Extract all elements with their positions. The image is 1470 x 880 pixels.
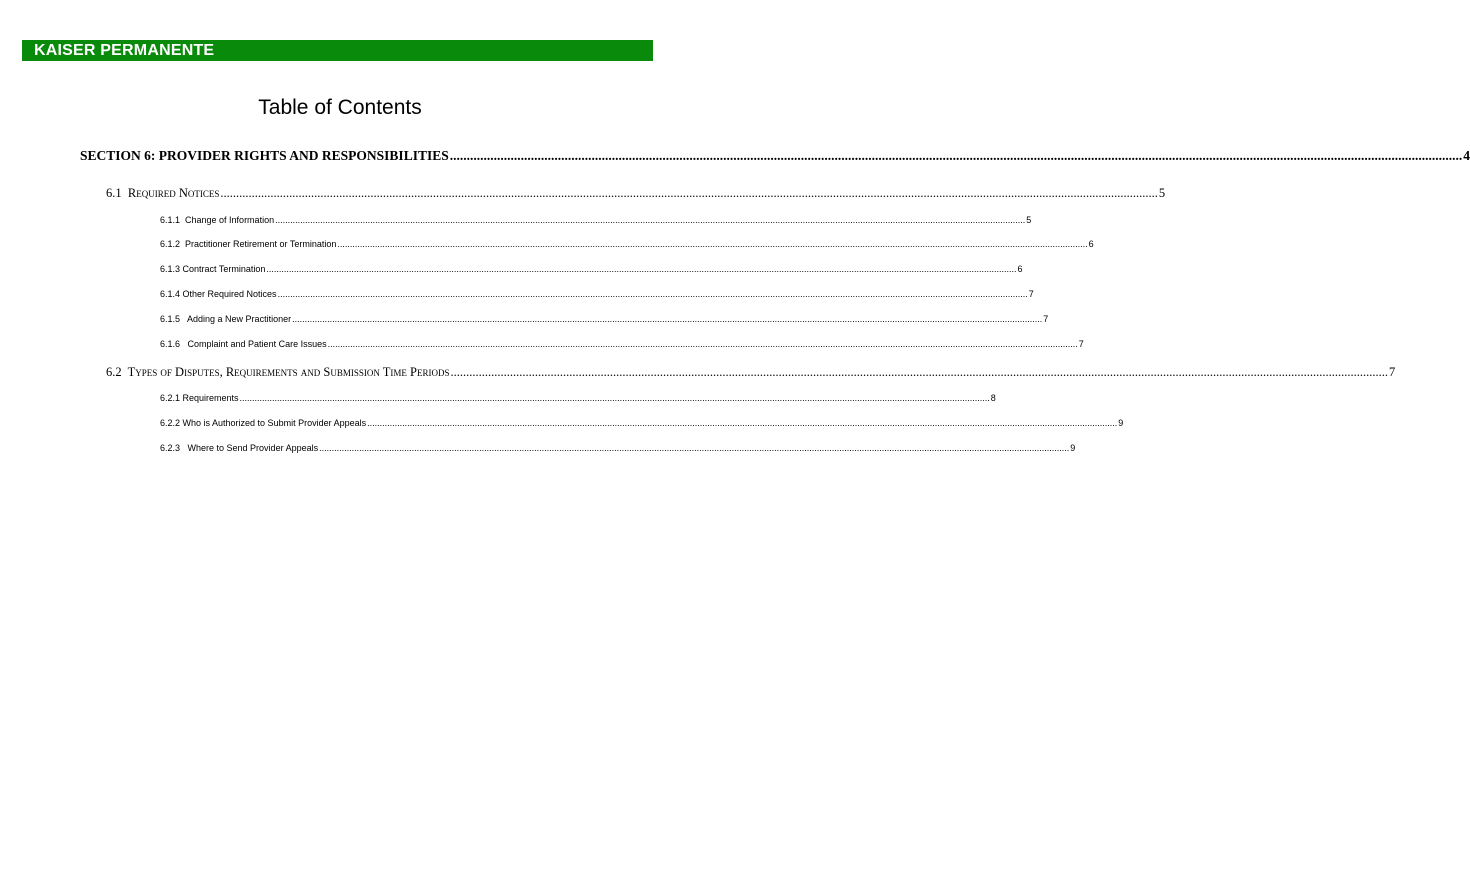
dot-leader: ............................................................................................................................................................................................................................................................................................................ — [327, 339, 1078, 349]
brand-name: KAISER PERMANENTE — [34, 42, 215, 59]
toc-entry-label: 6.1.3 Contract Termination — [160, 264, 266, 274]
toc-entry-label: 6.1.5 Adding a New Practitioner — [160, 314, 292, 324]
toc-entry-page: 9 — [1070, 443, 1076, 453]
toc-entry-6-2[interactable] — [106, 365, 1396, 380]
toc-entry-label: 6.1 Required Notices — [106, 186, 220, 200]
toc-entry-label: 6.2.1 Requirements — [160, 393, 239, 403]
toc-entry-label: 6.1.1 Change of Information — [160, 215, 275, 225]
dot-leader: ............................................................................................................................................................................................................................................................................................................ — [337, 239, 1088, 249]
toc-entry-page: 4 — [1463, 148, 1470, 163]
toc-entry-label: 6.2.3 Where to Send Provider Appeals — [160, 443, 319, 453]
toc-entry-page: 6 — [1017, 264, 1023, 274]
toc-entry-page: 7 — [1078, 339, 1084, 349]
toc-entry-6-1-2[interactable] — [160, 239, 1094, 249]
toc-entry-page: 6 — [1088, 239, 1094, 249]
toc-entry-label: 6.2 Types of Disputes, Requirements and Submission Time Periods — [106, 365, 450, 379]
dot-leader: ............................................................................................................................................................................................................................................................................................................ — [266, 264, 1017, 274]
toc-entry-6-2-3[interactable] — [160, 443, 1076, 453]
toc-entry-section-6[interactable] — [80, 148, 1470, 164]
dot-leader: ............................................................................................................................................................................................................................................................................................................ — [449, 148, 1463, 163]
toc-entry-page: 5 — [1158, 186, 1166, 200]
toc-entry-page: 9 — [1118, 418, 1124, 428]
toc-entry-page: 7 — [1028, 289, 1034, 299]
header-banner — [22, 40, 653, 61]
dot-leader: ............................................................................................................................................................................................................................................................................................................ — [367, 418, 1118, 428]
dot-leader: ............................................................................................................................................................................................................................................................................................................ — [220, 186, 1158, 200]
dot-leader: ............................................................................................................................................................................................................................................................................................................ — [450, 365, 1388, 379]
toc-entry-page: 8 — [990, 393, 996, 403]
toc-entry-page: 7 — [1389, 365, 1396, 379]
page-title: Table of Contents — [258, 96, 422, 119]
toc-entry-6-1-4[interactable] — [160, 289, 1034, 299]
toc-entry-6-1-1[interactable] — [160, 215, 1032, 225]
dot-leader: ............................................................................................................................................................................................................................................................................................................ — [292, 314, 1043, 324]
dot-leader: ............................................................................................................................................................................................................................................................................................................ — [319, 443, 1070, 453]
toc-entry-label: 6.1.2 Practitioner Retirement or Termination — [160, 239, 337, 249]
dot-leader: ............................................................................................................................................................................................................................................................................................................ — [239, 393, 990, 403]
toc-entry-label: 6.1.4 Other Required Notices — [160, 289, 277, 299]
toc-entry-page: 5 — [1026, 215, 1032, 225]
toc-entry-6-1[interactable] — [106, 186, 1166, 201]
toc-entry-6-1-5[interactable] — [160, 314, 1049, 324]
toc-entry-page: 7 — [1043, 314, 1049, 324]
toc-entry-6-2-1[interactable] — [160, 393, 996, 403]
toc-entry-6-1-6[interactable] — [160, 339, 1084, 349]
toc-entry-6-2-2[interactable] — [160, 418, 1124, 428]
toc-entry-label: 6.2.2 Who is Authorized to Submit Provider Appeals — [160, 418, 367, 428]
toc-entry-label: SECTION 6: PROVIDER RIGHTS AND RESPONSIBILITIES — [80, 148, 449, 163]
toc-entry-6-1-3[interactable] — [160, 264, 1023, 274]
toc-entry-label: 6.1.6 Complaint and Patient Care Issues — [160, 339, 327, 349]
dot-leader: ............................................................................................................................................................................................................................................................................................................ — [277, 289, 1028, 299]
dot-leader: ............................................................................................................................................................................................................................................................................................................ — [275, 215, 1026, 225]
